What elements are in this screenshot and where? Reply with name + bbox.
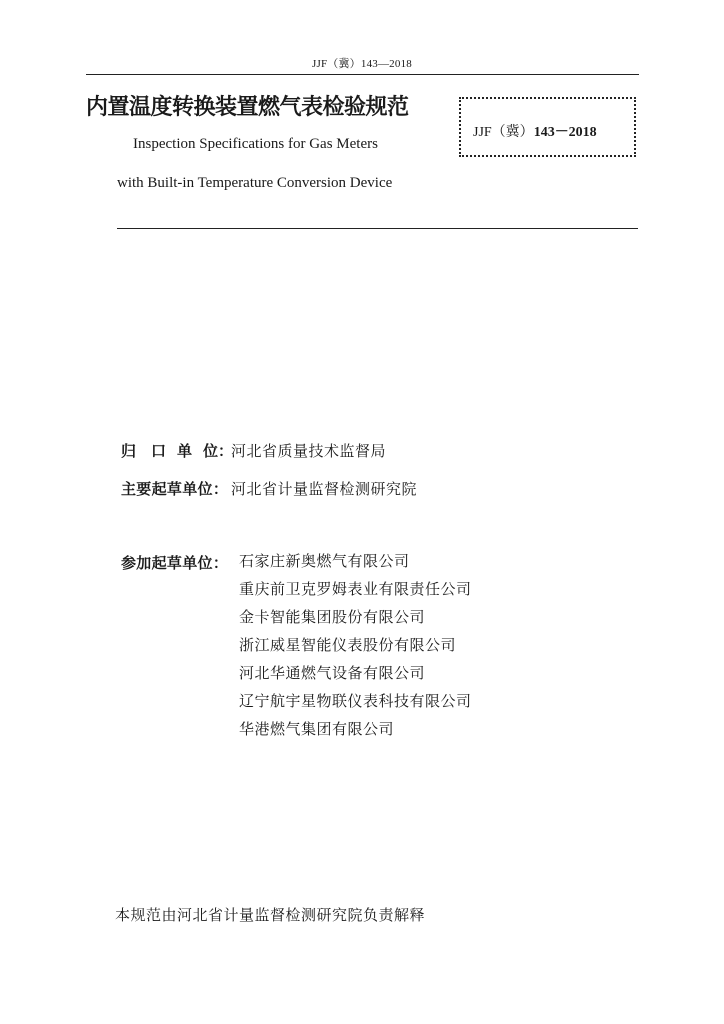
responsible-label-char: 归 bbox=[121, 442, 137, 460]
list-item: 金卡智能集团股份有限公司 bbox=[239, 608, 426, 626]
responsible-label-colon: ： bbox=[218, 442, 234, 460]
participating-label bbox=[121, 552, 231, 573]
header-spec-code: JJF（冀）143—2018 bbox=[312, 58, 412, 70]
header-divider bbox=[86, 74, 639, 75]
spec-code-box bbox=[459, 97, 636, 157]
responsible-unit-value: 河北省质量技术监督局 bbox=[231, 442, 387, 460]
list-item: 石家庄新奥燃气有限公司 bbox=[239, 552, 410, 570]
list-item: 重庆前卫克罗姆表业有限责任公司 bbox=[239, 580, 472, 598]
main-drafter-label-text: 主要起草单位 bbox=[121, 480, 213, 498]
participating-label-text: 参加起草单位 bbox=[121, 554, 213, 572]
responsible-unit-label bbox=[121, 440, 234, 461]
title-english-line2: with Built-in Temperature Conversion Device bbox=[117, 175, 393, 191]
list-item: 华港燃气集团有限公司 bbox=[239, 720, 395, 738]
participating-label-colon: ： bbox=[212, 554, 229, 572]
interpretation-note: 本规范由河北省计量监督检测研究院负责解释 bbox=[115, 906, 426, 924]
spec-code-prefix: JJF（冀） bbox=[473, 125, 534, 140]
main-drafter-row bbox=[121, 478, 417, 499]
list-item: 河北华通燃气设备有限公司 bbox=[239, 664, 426, 682]
spec-code-box-text bbox=[473, 121, 597, 141]
responsible-unit-row bbox=[121, 440, 386, 461]
title-english-line1: Inspection Specifications for Gas Meters bbox=[133, 136, 378, 152]
main-drafter-label bbox=[121, 478, 231, 499]
main-drafter-value: 河北省计量监督检测研究院 bbox=[231, 480, 418, 498]
participating-units bbox=[121, 552, 472, 738]
main-drafter-label-colon: ： bbox=[212, 480, 229, 498]
responsible-label-char: 口 bbox=[151, 442, 167, 460]
list-item: 辽宁航宇星物联仪表科技有限公司 bbox=[239, 692, 472, 710]
title-chinese: 内置温度转换装置燃气表检验规范 bbox=[86, 95, 409, 120]
responsible-label-char: 单 bbox=[177, 442, 193, 460]
title-divider bbox=[117, 228, 638, 229]
list-item: 浙江威星智能仪表股份有限公司 bbox=[239, 636, 457, 654]
spec-code-number: 143－2018 bbox=[533, 125, 597, 140]
responsible-label-char: 位 bbox=[203, 442, 219, 460]
participating-list bbox=[239, 552, 472, 748]
